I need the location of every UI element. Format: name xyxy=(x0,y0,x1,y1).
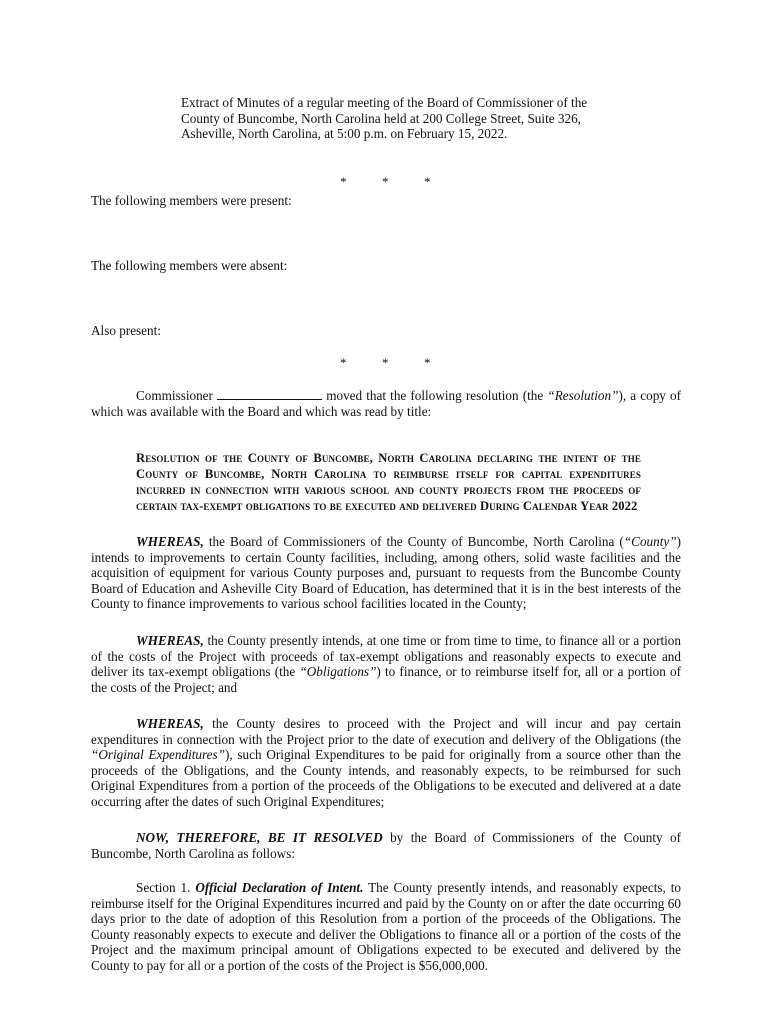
resolved-lead: NOW, THEREFORE, BE IT RESOLVED xyxy=(136,830,383,845)
original-expenditures-term: “Original Expenditures” xyxy=(91,747,225,763)
resolved-paragraph xyxy=(91,830,681,861)
separator-star: * xyxy=(424,174,431,189)
resolution-term: “Resolution” xyxy=(547,388,619,403)
whereas-lead: WHEREAS, xyxy=(136,534,204,549)
whereas-text: the Board of Commissioners of the County of Buncombe, North Carolina ( xyxy=(208,534,624,549)
section-1-paragraph xyxy=(91,880,681,974)
resolution-title: Resolution of the County of Buncombe, North Carolina declaring the intent of the County of Buncombe, North Carolina to reimburse itself for capital expenditures incurred in connection with various school and county projects from the proceeds of certain tax-exempt obligations to be executed and delivered During Calendar Year 2022 xyxy=(136,450,641,513)
separator-star: * xyxy=(340,355,347,370)
section-text: The County presently intends, and reasonably expects, to reimburse itself for the Original Expenditures incurred and paid by the County on or after the date occurring 60 days prior to the date of adoption of this Resolution from a portion of the proceeds of the Obligations. The County reasonably expects to execute and deliver the Obligations to finance all or a portion of the costs of the Project and the maximum principal amount of Obligations expected to be executed and delivered by the County to pay for all or a portion of the costs of the Project is $56,000,000. xyxy=(91,880,681,973)
whereas-text: ), such Original Expenditures to be paid for originally from a source other than the proceeds of the Obligations, and the County intends, and reasonably expects, to be reimbursed for such Original Expenditures from a portion of the proceeds of the Obligations to be executed and delivered at a date occurring after the dates of such Original Expenditures; xyxy=(91,747,681,809)
whereas-text: ) to finance, or to reimburse itself for, all or a portion of the costs of the Project; and xyxy=(91,664,681,695)
motion-lead: Commissioner xyxy=(136,388,213,403)
motion-text-after: ), a copy of which was available with the Board and which was read by title: xyxy=(91,388,682,419)
whereas-text: ) intends to improvements to certain County facilities, including, among others, solid waste facilities and the acquisition of equipment for various County purposes and, pursuant to requests from the Buncombe County Board of Education and Asheville City Board of Education, has determined that it is in the best interests of the County to finance improvements to various school facilities located in the County; xyxy=(91,534,681,612)
whereas-text: the County presently intends, at one time or from time to time, to finance all or a portion of the costs of the Project with proceeds of tax-exempt obligations and reasonably expects to execute and deliver its tax-exempt obligations (the xyxy=(91,633,681,680)
section-number: Section 1. xyxy=(136,880,191,895)
separator-star: * xyxy=(340,174,347,189)
members-present-label: The following members were present: xyxy=(91,193,292,208)
whereas-text: the County desires to proceed with the Project and will incur and pay certain expenditures in connection with the Project prior to the date of execution and delivery of the Obligations (the xyxy=(91,716,681,747)
separator-star: * xyxy=(424,355,431,370)
whereas-lead: WHEREAS, xyxy=(136,633,204,648)
also-present-label: Also present: xyxy=(91,323,161,338)
separator-star: * xyxy=(382,355,389,370)
county-term: “County” xyxy=(623,534,677,549)
whereas-paragraph-3 xyxy=(91,716,681,810)
resolved-text: by the Board of Commissioners of the County of Buncombe, North Carolina as follows: xyxy=(91,830,682,861)
whereas-paragraph-2 xyxy=(91,633,681,695)
motion-text-before: moved that the following resolution (the xyxy=(326,388,544,403)
whereas-lead: WHEREAS, xyxy=(136,716,204,731)
section-heading: Official Declaration of Intent. xyxy=(195,880,364,895)
whereas-paragraph-1 xyxy=(91,534,681,612)
commissioner-name-blank xyxy=(217,388,322,400)
obligations-term: “Obligations” xyxy=(299,664,377,680)
meeting-extract-header: Extract of Minutes of a regular meeting of the Board of Commissioner of the County of Buncombe, North Carolina held at 200 College Street, Suite 326, Asheville, North Carolina, at 5:00 p.m. on February 15, 2022. xyxy=(181,95,588,142)
members-absent-label: The following members were absent: xyxy=(91,258,288,273)
separator-star: * xyxy=(382,174,389,189)
motion-paragraph xyxy=(91,388,681,419)
